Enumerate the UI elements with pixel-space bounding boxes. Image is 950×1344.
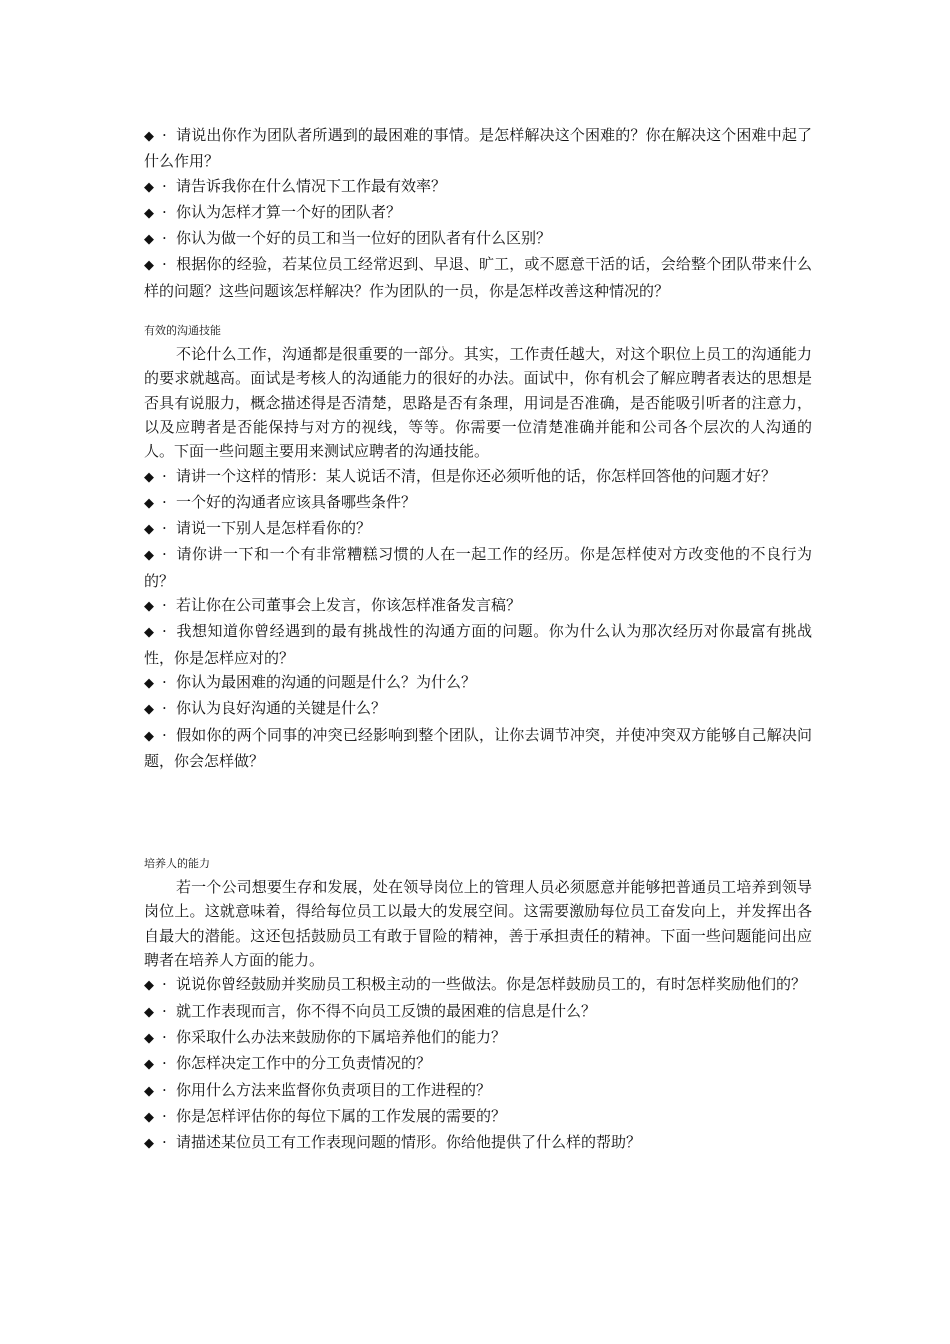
list-item: ◆ · 若让你在公司董事会上发言，你该怎样准备发言稿？: [144, 593, 812, 619]
diamond-bullet-icon: ◆: [144, 625, 154, 641]
document-body: [144, 123, 812, 1156]
list-item: ◆ · 你认为良好沟通的关键是什么？: [144, 696, 812, 722]
section-communication: [144, 324, 812, 773]
diamond-bullet-icon: ◆: [144, 728, 154, 744]
list-item: ◆ · 请描述某位员工有工作表现问题的情形。你给他提供了什么样的帮助？: [144, 1130, 812, 1156]
list-item: ◆ · 根据你的经验，若某位员工经常迟到、早退、旷工，或不愿意干活的话，会给整个团队带来什么样的问题？这些问题该怎样解决？作为团队的一员，你是怎样改善这种情况的？: [144, 255, 812, 300]
list-item: ◆ · 请告诉我你在什么情况下工作最有效率？: [144, 174, 812, 200]
diamond-bullet-icon: ◆: [144, 495, 154, 511]
list-item: ◆ · 请说出你作为团队者所遇到的最困难的事情。是怎样解决这个困难的？你在解决这个困难中起了什么作用？: [144, 126, 812, 171]
list-item: ◆ · 你认为怎样才算一个好的团队者？: [144, 200, 812, 226]
diamond-bullet-icon: ◆: [144, 675, 154, 691]
diamond-bullet-icon: ◆: [144, 1136, 154, 1152]
diamond-bullet-icon: ◆: [144, 1030, 154, 1046]
list-item: ◆ · 请讲一个这样的情形：某人说话不清，但是你还必须听他的话，你怎样回答他的问题才好？: [144, 464, 812, 490]
diamond-bullet-icon: ◆: [144, 1109, 154, 1125]
diamond-bullet-icon: ◆: [144, 1083, 154, 1099]
diamond-bullet-icon: ◆: [144, 548, 154, 564]
diamond-bullet-icon: ◆: [144, 232, 154, 248]
diamond-bullet-icon: ◆: [144, 522, 154, 538]
section-intro: 不论什么工作，沟通都是很重要的一部分。其实，工作责任越大，对这个职位上员工的沟通能力的要求就越高。面试是考核人的沟通能力的很好的办法。面试中，你有机会了解应聘者表达的思想是否具有说服力，概念描述得是否清楚，思路是否有条理，用词是否准确，是否能吸引听者的注意力，以及应聘者是否能保持与对方的视线，等等。你需要一位清楚准确并能和公司各个层次的人沟通的人。下面一些问题主要用来测试应聘者的沟通技能。: [144, 345, 812, 461]
list-item: ◆ · 你认为做一个好的员工和当一位好的团队者有什么区别？: [144, 226, 812, 252]
diamond-bullet-icon: ◆: [144, 978, 154, 994]
list-item: ◆ · 请你讲一下和一个有非常糟糕习惯的人在一起工作的经历。你是怎样使对方改变他的不良行为的？: [144, 545, 812, 590]
diamond-bullet-icon: ◆: [144, 129, 154, 144]
diamond-bullet-icon: ◆: [144, 599, 154, 615]
diamond-bullet-icon: ◆: [144, 1057, 154, 1073]
list-item: ◆ · 我想知道你曾经遇到的最有挑战性的沟通方面的问题。你为什么认为那次经历对你最富有挑战性，你是怎样应对的？: [144, 622, 812, 667]
section-heading: 培养人的能力: [144, 857, 210, 871]
list-item: ◆ · 假如你的两个同事的冲突已经影响到整个团队，让你去调节冲突，并使冲突双方能够自己解决问题，你会怎样做？: [144, 725, 812, 770]
list-item: ◆ · 就工作表现而言，你不得不向员工反馈的最困难的信息是什么？: [144, 999, 812, 1025]
diamond-bullet-icon: ◆: [144, 205, 154, 221]
list-item: ◆ · 请说一下别人是怎样看你的？: [144, 516, 812, 542]
list-item: ◆ · 你认为最困难的沟通的问题是什么？为什么？: [144, 670, 812, 696]
list-item: ◆ · 你用什么方法来监督你负责项目的工作进程的？: [144, 1078, 812, 1104]
section-heading: 有效的沟通技能: [144, 324, 221, 338]
list-item: ◆ · 你是怎样评估你的每位下属的工作发展的需要的？: [144, 1104, 812, 1130]
diamond-bullet-icon: ◆: [144, 702, 154, 718]
diamond-bullet-icon: ◆: [144, 258, 154, 274]
diamond-bullet-icon: ◆: [144, 179, 154, 195]
list-item: ◆ · 说说你曾经鼓励并奖励员工积极主动的一些做法。你是怎样鼓励员工的，有时怎样奖励他们的？: [144, 972, 812, 998]
section-developing-people: [144, 857, 812, 1156]
list-item: ◆ · 你采取什么办法来鼓励你的下属培养他们的能力？: [144, 1025, 812, 1051]
section-teamwork-questions: [144, 123, 812, 303]
section-intro: 若一个公司想要生存和发展，处在领导岗位上的管理人员必须愿意并能够把普通员工培养到领导岗位上。这就意味着，得给每位员工以最大的发展空间。这需要激励每位员工奋发向上，并发挥出各自最大的潜能。这还包括鼓励员工有敢于冒险的精神，善于承担责任的精神。下面一些问题能问出应聘者在培养人方面的能力。: [144, 878, 812, 970]
list-item: ◆ · 一个好的沟通者应该具备哪些条件？: [144, 490, 812, 516]
list-item: ◆ · 你怎样决定工作中的分工负责情况的？: [144, 1051, 812, 1077]
diamond-bullet-icon: ◆: [144, 1004, 154, 1020]
diamond-bullet-icon: ◆: [144, 469, 154, 485]
